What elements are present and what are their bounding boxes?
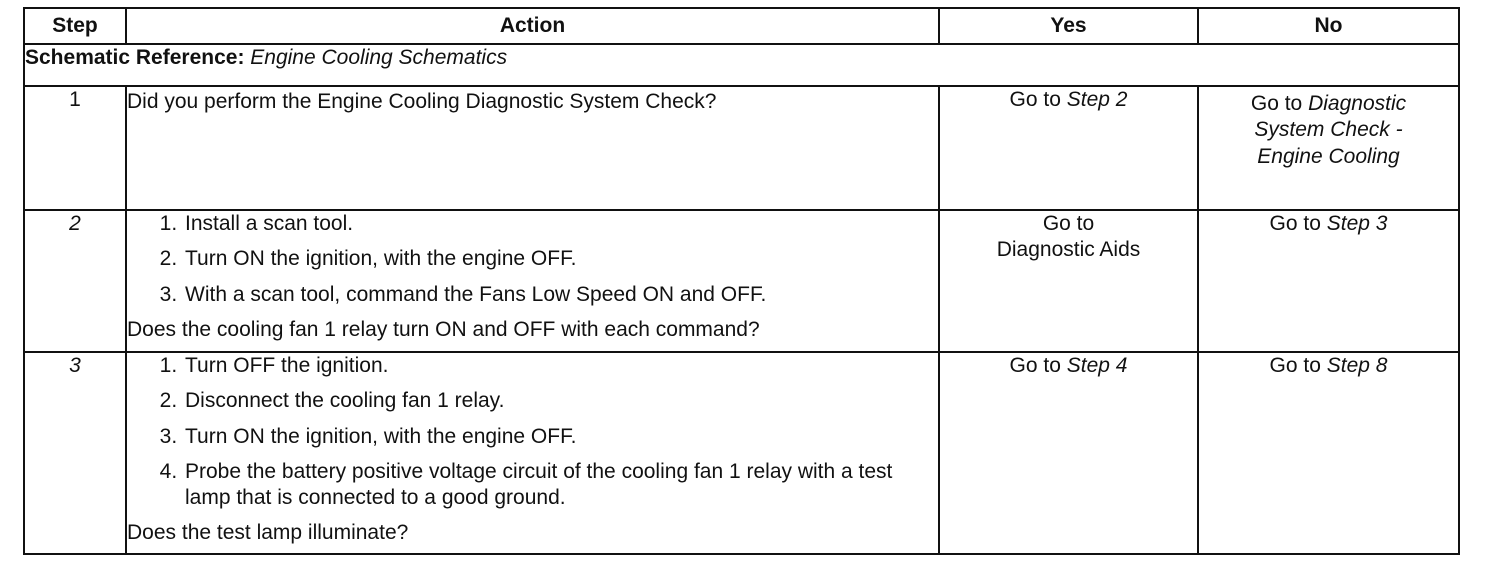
step-number: 2: [24, 210, 126, 352]
yes-step-link[interactable]: Step 2: [1066, 88, 1128, 111]
yes-prefix: Go to: [1009, 88, 1061, 111]
header-no: No: [1198, 8, 1459, 44]
no-step-link[interactable]: Step 8: [1326, 354, 1388, 377]
schematic-reference-label: Schematic Reference:: [25, 46, 245, 69]
no-link-line3[interactable]: Engine Cooling: [1257, 144, 1400, 168]
action-step-item: 1. Install a scan tool.: [183, 211, 938, 237]
step-number: 3: [24, 352, 126, 554]
yes-prefix: Go to: [1042, 212, 1095, 235]
yes-cell: [939, 210, 1198, 352]
action-step-item: 4. Probe the battery positive voltage circuit of the cooling fan 1 relay with a test lamp that is connected to a good ground.: [183, 459, 938, 512]
action-cell: [126, 210, 939, 352]
no-step-link[interactable]: Step 3: [1326, 212, 1388, 235]
no-cell: [1198, 210, 1459, 352]
table-row: [24, 352, 1459, 554]
table-row: [24, 210, 1459, 352]
no-cell: [1198, 86, 1459, 210]
yes-cell: [939, 86, 1198, 210]
schematic-reference-cell: [24, 44, 1459, 86]
header-action: Action: [126, 8, 939, 44]
header-yes: Yes: [939, 8, 1198, 44]
schematic-reference-row: [24, 44, 1459, 86]
no-prefix: Go to: [1269, 354, 1321, 377]
yes-diagnostic-aids-link[interactable]: Diagnostic Aids: [996, 238, 1141, 262]
yes-step-link[interactable]: Step 4: [1066, 354, 1128, 377]
diagnostic-table: [23, 7, 1460, 555]
action-step-item: 2. Disconnect the cooling fan 1 relay.: [183, 388, 938, 414]
action-step-item: 3. Turn ON the ignition, with the engine OFF.: [183, 424, 938, 450]
action-step-item: 3. With a scan tool, command the Fans Low Speed ON and OFF.: [183, 282, 938, 308]
diagnostic-table-container: [23, 7, 1460, 555]
no-link-line2[interactable]: System Check -: [1254, 118, 1403, 142]
header-row: [24, 8, 1459, 44]
action-question: Did you perform the Engine Cooling Diagnostic System Check?: [127, 90, 717, 113]
action-step-item: 2. Turn ON the ignition, with the engine OFF.: [183, 246, 938, 272]
action-cell: [126, 352, 939, 554]
step-number: 1: [24, 86, 126, 210]
no-cell: [1198, 352, 1459, 554]
schematic-reference-link[interactable]: Engine Cooling Schematics: [250, 46, 508, 69]
no-prefix: Go to: [1269, 212, 1321, 235]
action-steps-list: [127, 211, 938, 308]
yes-prefix: Go to: [1009, 354, 1061, 377]
no-link-line1[interactable]: Diagnostic: [1308, 92, 1407, 115]
action-step-item: 1. Turn OFF the ignition.: [183, 353, 938, 379]
action-steps-list: [127, 353, 938, 511]
yes-cell: [939, 352, 1198, 554]
action-question: Does the cooling fan 1 relay turn ON and OFF with each command?: [127, 317, 760, 341]
action-question: Does the test lamp illuminate?: [127, 521, 409, 545]
action-cell: [126, 86, 939, 210]
header-step: Step: [24, 8, 126, 44]
no-prefix: Go to: [1250, 92, 1303, 115]
table-row: [24, 86, 1459, 210]
